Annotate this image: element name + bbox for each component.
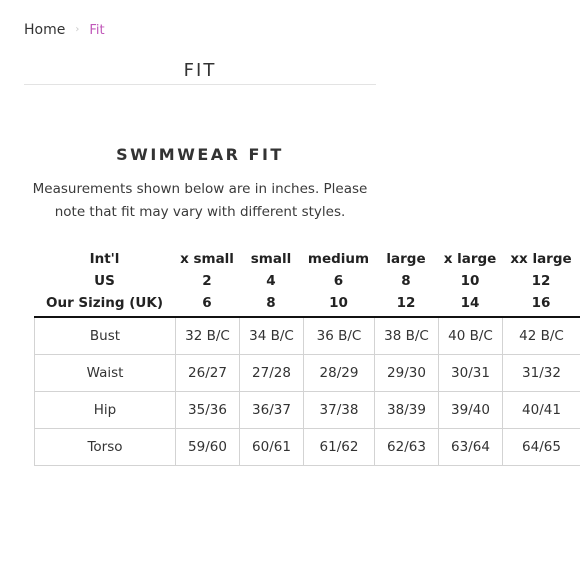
table-cell: 64/65	[503, 429, 580, 466]
section-heading: SWIMWEAR FIT	[116, 145, 284, 164]
table-cell: 36 B/C	[304, 317, 375, 355]
table-cell: 31/32	[503, 355, 580, 392]
header-cell: x small	[180, 251, 234, 267]
table-cell: 36/37	[240, 392, 304, 429]
table-cell: 63/64	[439, 429, 503, 466]
table-cell: 61/62	[304, 429, 375, 466]
breadcrumb	[24, 20, 105, 40]
table-cell: 37/38	[304, 392, 375, 429]
table-cell: 38 B/C	[375, 317, 439, 355]
table-cell: 40 B/C	[439, 317, 503, 355]
header-label-uk: Our Sizing (UK)	[45, 295, 164, 311]
row-label: Hip	[35, 392, 176, 429]
header-cell: x large	[443, 251, 497, 267]
table-cell: 30/31	[439, 355, 503, 392]
table-row-bust	[35, 317, 580, 355]
header-label-us: US	[94, 273, 115, 289]
table-row-hip	[35, 392, 580, 429]
chevron-right-icon: ›	[75, 24, 80, 35]
size-header-row-us	[34, 270, 580, 292]
table-cell: 60/61	[240, 429, 304, 466]
breadcrumb-home-link[interactable]: Home	[24, 22, 66, 38]
header-cell: xx large	[510, 251, 572, 267]
header-cell: 6	[202, 295, 212, 311]
header-cell: medium	[307, 251, 370, 267]
header-cell: 12	[531, 273, 551, 289]
table-cell: 27/28	[240, 355, 304, 392]
header-cell: 10	[460, 273, 480, 289]
table-cell: 35/36	[176, 392, 240, 429]
table-row-waist	[35, 355, 580, 392]
table-cell: 40/41	[503, 392, 580, 429]
intro-text: Measurements shown below are in inches. Please note that fit may vary with different styles.	[32, 181, 368, 220]
table-cell: 34 B/C	[240, 317, 304, 355]
header-cell: 4	[266, 273, 276, 289]
row-label: Waist	[35, 355, 176, 392]
table-cell: 39/40	[439, 392, 503, 429]
header-cell: large	[386, 251, 426, 267]
header-cell: 6	[333, 273, 344, 289]
header-cell: 12	[396, 295, 416, 311]
row-label: Torso	[35, 429, 176, 466]
table-cell: 32 B/C	[176, 317, 240, 355]
table-cell: 28/29	[304, 355, 375, 392]
page-title: FIT	[183, 60, 217, 81]
title-divider	[24, 84, 376, 85]
header-cell: 16	[531, 295, 551, 311]
table-row-torso	[35, 429, 580, 466]
table-cell: 42 B/C	[503, 317, 580, 355]
header-cell: 14	[460, 295, 480, 311]
table-cell: 38/39	[375, 392, 439, 429]
table-cell: 62/63	[375, 429, 439, 466]
size-header-row-uk	[34, 292, 580, 314]
row-label: Bust	[35, 317, 176, 355]
size-header-row-intl	[34, 248, 580, 270]
breadcrumb-current: Fit	[89, 22, 105, 38]
header-cell: 10	[329, 295, 348, 311]
table-cell: 59/60	[176, 429, 240, 466]
header-cell: 2	[202, 273, 212, 289]
size-header	[34, 248, 580, 314]
table-cell: 29/30	[375, 355, 439, 392]
header-cell: 8	[401, 273, 411, 289]
header-label-intl: Int'l	[89, 251, 120, 267]
table-cell: 26/27	[176, 355, 240, 392]
measurements-table	[34, 316, 580, 466]
header-cell: small	[250, 251, 292, 267]
header-cell: 8	[266, 295, 276, 311]
